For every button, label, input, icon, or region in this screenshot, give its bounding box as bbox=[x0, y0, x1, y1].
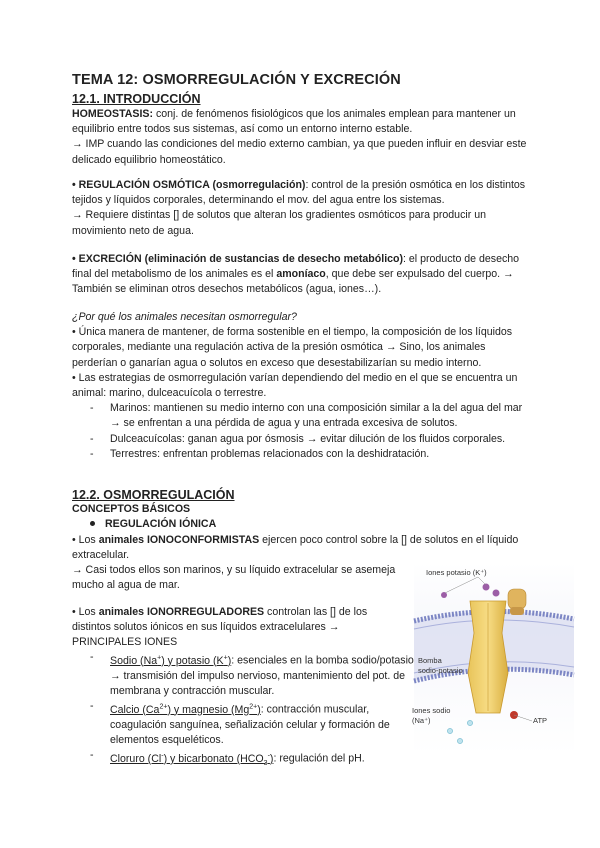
section-heading-osmorregulacion: 12.2. OSMORREGULACIÓN bbox=[72, 488, 235, 502]
label-pump-1: Bomba bbox=[418, 656, 442, 665]
list-item: - Cloruro (Cl-) y bicarbonato $(HCO_3^-)$: regulación del pH. bbox=[90, 749, 365, 767]
excretion-definition-a: : el producto de desecho final del metabolismo de los animales es el bbox=[72, 253, 520, 281]
list-item: - Marinos: mantienen su medio interno con una composición similar a la del agua del mar → se enfrentan a una pérdida de agua y una entrada excesiva de solutos. bbox=[90, 402, 523, 430]
osmoregulation-definition: : control de la presión osmótica en los distintos tejidos y líquidos corporales, determinando el mov. del agua entre los sistemas. bbox=[72, 179, 526, 207]
why-reason-2: • Las estrategias de osmorregulación varían dependiendo del medio en el que se encuentra un animal: marino, dulceacuícola o terrestre. bbox=[72, 371, 518, 400]
list-item: - Terrestres: enfrentan problemas relacionados con la deshidratación. bbox=[90, 447, 430, 460]
ionoconformist-term: animales IONOCONFORMISTAS bbox=[98, 534, 260, 546]
bullet-icon bbox=[90, 521, 95, 526]
label-sodium-1: Iones sodio bbox=[412, 706, 451, 715]
principal-ions-label: PRINCIPALES IONES bbox=[72, 636, 178, 649]
homeostasis-paragraph bbox=[72, 107, 532, 168]
label-pump-2: sodio-potasio bbox=[418, 666, 463, 675]
list-item: - Calcio $(Ca^{2+})$ y magnesio $(Mg^{2+})$: contracción muscular, coagulación sanguínea, señalización celular y formación de elementos esqueléticos. bbox=[90, 700, 390, 747]
osmoregulation-term: • REGULACIÓN OSMÓTICA (osmorregulación) bbox=[72, 179, 306, 191]
subheading-conceptos: CONCEPTOS BÁSICOS bbox=[72, 503, 191, 515]
list-item: - Dulceacuícolas: ganan agua por ósmosis → evitar dilución de los fluidos corporales. bbox=[90, 432, 506, 445]
label-sodium-2: (Na⁺) bbox=[412, 716, 431, 725]
homeostasis-term: HOMEOSTASIS: bbox=[72, 108, 154, 120]
bullet-regulacion-ionica: REGULACIÓN IÓNICA bbox=[72, 518, 216, 530]
ionoregulator-paragraph: • Los animales IONORREGULADORES controlan las [] de los distintos solutos iónicos en sus líquidos extracelulares → PRINCIPALES IONES bbox=[72, 606, 368, 649]
osmoregulation-note: → Requiere distintas [] de solutos que alteran los gradientes osmóticos para producir un movimiento neto de agua. bbox=[72, 209, 486, 237]
section-heading-introduccion: 12.1. INTRODUCCIÓN bbox=[72, 92, 201, 106]
excretion-term: • EXCRECIÓN (eliminación de sustancias de desecho metabólico) bbox=[72, 253, 404, 265]
media-list bbox=[90, 401, 532, 462]
ionoconformist-note: → Casi todos ellos son marinos, y su líquido extracelular se asemeja mucho al agua de mar. bbox=[72, 564, 396, 592]
page-title: TEMA 12: OSMORREGULACIÓN Y EXCRECIÓN bbox=[72, 72, 401, 88]
ammonia-term: amoníaco bbox=[276, 268, 326, 281]
osmoregulation-paragraph bbox=[72, 178, 532, 239]
label-potassium: Iones potasio (K⁺) bbox=[426, 568, 487, 577]
why-reason-1: • Única manera de mantener, de forma sostenible en el tiempo, la composición de los líquidos corporales, mediante una regulación activa de la presión osmótica → Sino, los animales perderían o ganarían agua o solutos en exceso que desestabilizarían su medio interno. bbox=[72, 326, 513, 369]
list-item: - Sodio (Na+) y potasio (K+): esenciales en la bomba sodio/potasio → transmisión del impulso nervioso, mantenimiento del pot. de membrana y contracción muscular. bbox=[90, 651, 414, 697]
homeostasis-note: → IMP cuando las condiciones del medio externo cambian, ya que pueden influir en desviar este delicado equilibrio homeostático. bbox=[72, 138, 527, 166]
ions-list bbox=[90, 650, 415, 771]
excretion-definition-b: , que debe ser expulsado del cuerpo. → También se eliminan otros desechos metabólicos (agua, iones…). bbox=[72, 268, 514, 296]
ionoconformist-paragraph: • Los animales IONOCONFORMISTAS ejercen poco control sobre la [] de solutos en el líquido extracelular. bbox=[72, 534, 519, 562]
excretion-paragraph bbox=[72, 252, 532, 298]
homeostasis-definition: conj. de fenómenos fisiológicos que los animales emplean para mantener un equilibrio entre todos sus sistemas, así como un entorno interno estable. bbox=[72, 108, 516, 136]
sodium-potassium-pump-figure bbox=[414, 563, 574, 755]
label-atp: ATP bbox=[533, 716, 548, 725]
ionoregulator-term: animales IONORREGULADORES bbox=[98, 606, 265, 618]
question-text: ¿Por qué los animales necesitan osmorregular? bbox=[72, 311, 297, 323]
why-osmoregulate-block bbox=[72, 310, 532, 462]
